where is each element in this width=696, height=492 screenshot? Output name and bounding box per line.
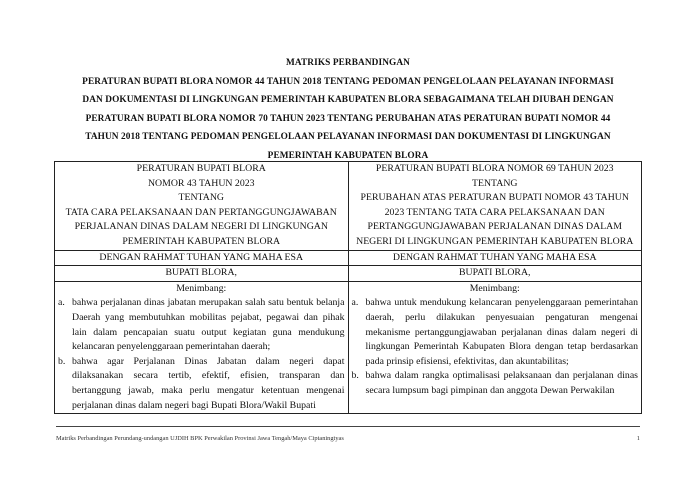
item-marker: b. bbox=[351, 370, 359, 382]
header-line: TENTANG bbox=[472, 177, 518, 189]
left-rahmat-cell: DENGAN RAHMAT TUHAN YANG MAHA ESA bbox=[55, 250, 349, 266]
table-row bbox=[55, 266, 642, 282]
list-item bbox=[58, 355, 345, 413]
header-line: TENTANG bbox=[178, 192, 224, 204]
title-line: PEMERINTAH KABUPATEN BLORA bbox=[267, 150, 429, 161]
header-line: PEMERINTAH KABUPATEN BLORA bbox=[122, 235, 281, 247]
left-bupati-cell: BUPATI BLORA, bbox=[55, 266, 349, 282]
page-number: 1 bbox=[636, 435, 640, 442]
title-line: TAHUN 2018 TENTANG PEDOMAN PENGELOLAAN PELAYANAN INFORMASI DAN DOKUMENTASI DI LINGKUNGAN bbox=[85, 132, 611, 143]
title-line: DAN DOKUMENTASI DI LINGKUNGAN PEMERINTAH KABUPATEN BLORA SEBAGAIMANA TELAH DIUBAH DENGAN bbox=[82, 95, 614, 106]
right-menimbang-cell bbox=[348, 281, 642, 413]
title-line: MATRIKS PERBANDINGAN bbox=[286, 58, 410, 68]
table-row bbox=[55, 250, 642, 266]
list-item bbox=[352, 296, 639, 369]
header-line: PERTANGGUNGJAWABAN PERJALANAN DINAS DALAM bbox=[367, 221, 622, 233]
header-line: TATA CARA PELAKSANAAN DAN PERTANGGUNGJAWABAN bbox=[65, 206, 337, 218]
left-header-cell bbox=[55, 162, 349, 251]
title-line: PERATURAN BUPATI BLORA NOMOR 44 TAHUN 2018 TENTANG PEDOMAN PENGELOLAAN PELAYANAN INFORMASI bbox=[82, 76, 614, 87]
left-menimbang-cell bbox=[55, 281, 349, 413]
document-title bbox=[40, 54, 656, 166]
right-bupati-cell: BUPATI BLORA, bbox=[348, 266, 642, 282]
item-text: bahwa perjalanan dinas jabatan merupakan salah satu bentuk belanja Daerah yang membutuhkan mobilitas pejabat, pegawai dan pihak lain dalam pencapaian suatu output kegiatan guna mendukung kelancaran penyelenggaraan pemerintahan daerah; bbox=[72, 297, 345, 353]
header-line: NEGERI DI LINGKUNGAN PEMERINTAH KABUPATEN BLORA bbox=[356, 235, 634, 247]
footer-text: Matriks Perbandingan Perundang-undangan UJDIH BPK Perwakilan Provinsi Jawa Tengah/Maya Ciptaningtyas bbox=[56, 435, 344, 442]
menimbang-label: Menimbang: bbox=[176, 282, 227, 294]
item-marker: a. bbox=[351, 297, 359, 309]
header-line: 2023 TENTANG TATA CARA PELAKSANAAN DAN bbox=[384, 206, 605, 218]
header-line: PERJALANAN DINAS DALAM NEGERI DI LINGKUNGAN bbox=[74, 221, 328, 233]
item-marker: b. bbox=[58, 355, 66, 367]
comparison-table bbox=[54, 161, 642, 414]
right-rahmat-cell: DENGAN RAHMAT TUHAN YANG MAHA ESA bbox=[348, 250, 642, 266]
item-text: bahwa agar Perjalanan Dinas Jabatan dalam negeri dapat dilaksanakan secara tertib, efektif, efisien, transparan dan bertanggung jawab, maka perlu mengatur ketentuan mengenai perjalanan dinas dalam negeri bagi Bupati Blora/Wakil Bupati bbox=[72, 355, 345, 411]
header-line: PERUBAHAN ATAS PERATURAN BUPATI NOMOR 43 TAHUN bbox=[360, 192, 629, 204]
page-footer bbox=[56, 426, 640, 442]
header-line: NOMOR 43 TAHUN 2023 bbox=[147, 177, 255, 189]
table-row bbox=[55, 281, 642, 413]
right-header-cell bbox=[348, 162, 642, 251]
item-text: bahwa dalam rangka optimalisasi pelaksanaan dan perjalanan dinas secara lumpsum bagi pimpinan dan anggota Dewan Perwakilan bbox=[365, 370, 638, 396]
header-line: PERATURAN BUPATI BLORA NOMOR 69 TAHUN 2023 bbox=[375, 163, 614, 174]
header-line: PERATURAN BUPATI BLORA bbox=[136, 163, 266, 174]
menimbang-label: Menimbang: bbox=[469, 282, 520, 294]
table-row bbox=[55, 162, 642, 251]
item-marker: a. bbox=[58, 297, 65, 309]
title-line: PERATURAN BUPATI BLORA NOMOR 70 TAHUN 2023 TENTANG PERUBAHAN ATAS PERATURAN BUPATI NOMOR 44 bbox=[85, 113, 611, 124]
list-item bbox=[352, 369, 639, 398]
item-text: bahwa untuk mendukung kelancaran penyelenggaraan pemerintahan daerah, perlu dilakukan penyesuaian pengaturan mengenai mekanisme pertanggungjawaban perjalanan dinas dalam negeri di lingkungan Pemerintah Kabupaten Blora dengan tetap berdasarkan pada prinsip efisiensi, efektivitas, dan akuntabilitas; bbox=[365, 297, 638, 367]
list-item bbox=[58, 296, 345, 354]
